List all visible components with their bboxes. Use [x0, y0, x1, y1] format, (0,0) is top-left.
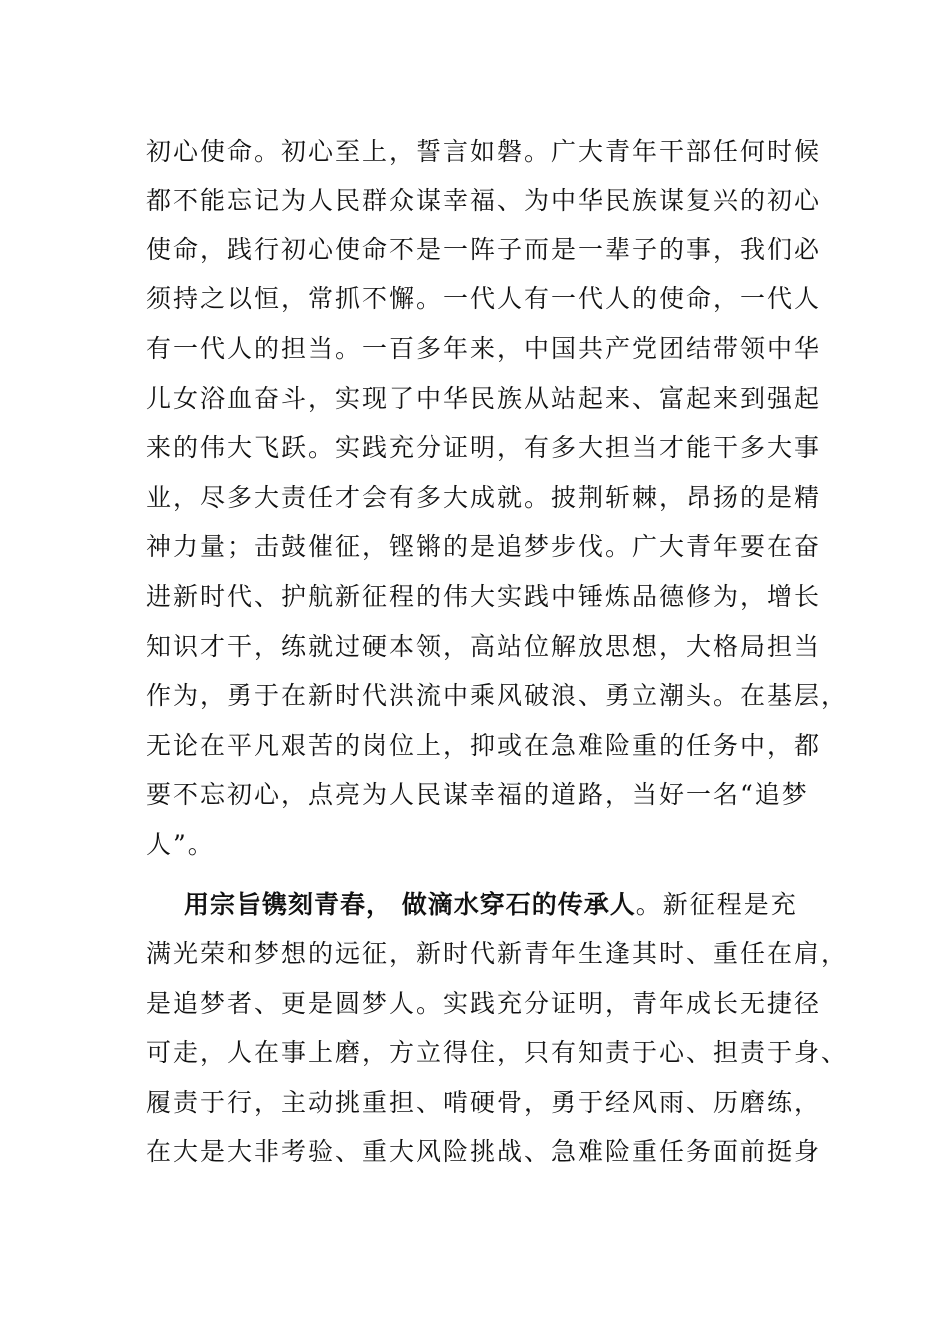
paragraph-line: 神力量；击鼓催征，铿锵的是追梦步伐。广大青年要在奋: [146, 532, 822, 561]
paragraph-line: 要不忘初心，点亮为人民谋幸福的道路，当好一名“追梦: [146, 780, 809, 809]
paragraph-line: 有一代人的担当。一百多年来，中国共产党团结带领中华: [146, 334, 822, 363]
paragraph-line: 履责于行，主动挑重担、啃硬骨，勇于经风雨、历磨练，: [146, 1088, 822, 1117]
paragraph-line: 知识才干，练就过硬本领，高站位解放思想，大格局担当: [146, 632, 822, 661]
paragraph-line: 都不能忘记为人民群众谋幸福、为中华民族谋复兴的初心: [146, 186, 822, 215]
paragraph-line: 无论在平凡艰苦的岗位上，抑或在急难险重的任务中，都: [146, 731, 822, 760]
paragraph-line: 须持之以恒，常抓不懈。一代人有一代人的使命，一代人: [146, 284, 822, 313]
paragraph-line: 是追梦者、更是圆梦人。实践充分证明，青年成长无捷径: [146, 989, 822, 1018]
paragraph-line: 在大是大非考验、重大风险挑战、急难险重任务面前挺身: [146, 1137, 822, 1166]
paragraph-line: 进新时代、护航新征程的伟大实践中锤炼品德修为，增长: [146, 582, 822, 611]
paragraph-line-rest: 。新征程是充: [635, 890, 798, 919]
paragraph-line: 业，尽多大责任才会有多大成就。披荆斩棘，昂扬的是精: [146, 483, 822, 512]
paragraph-line: 作为，勇于在新时代洪流中乘风破浪、勇立潮头。在基层，: [146, 681, 849, 710]
paragraph-line: 可走，人在事上磨，方立得住，只有知责于心、担责于身、: [146, 1038, 849, 1067]
paragraph-line: 人”。: [146, 830, 215, 859]
paragraph-heading: 用宗旨镌刻青春， 做滴水穿石的传承人: [184, 890, 636, 919]
paragraph-line: 儿女浴血奋斗，实现了中华民族从站起来、富起来到强起: [146, 384, 822, 413]
paragraph-line: 初心使命。初心至上，誓言如磐。广大青年干部任何时候: [146, 137, 822, 166]
paragraph-line: 满光荣和梦想的远征，新时代新青年生逢其时、重任在肩，: [146, 939, 849, 968]
paragraph-line: 使命，践行初心使命不是一阵子而是一辈子的事，我们必: [146, 235, 822, 264]
paragraph-line: 来的伟大飞跃。实践充分证明，有多大担当才能干多大事: [146, 433, 822, 462]
paragraph-heading-line: [184, 885, 806, 925]
